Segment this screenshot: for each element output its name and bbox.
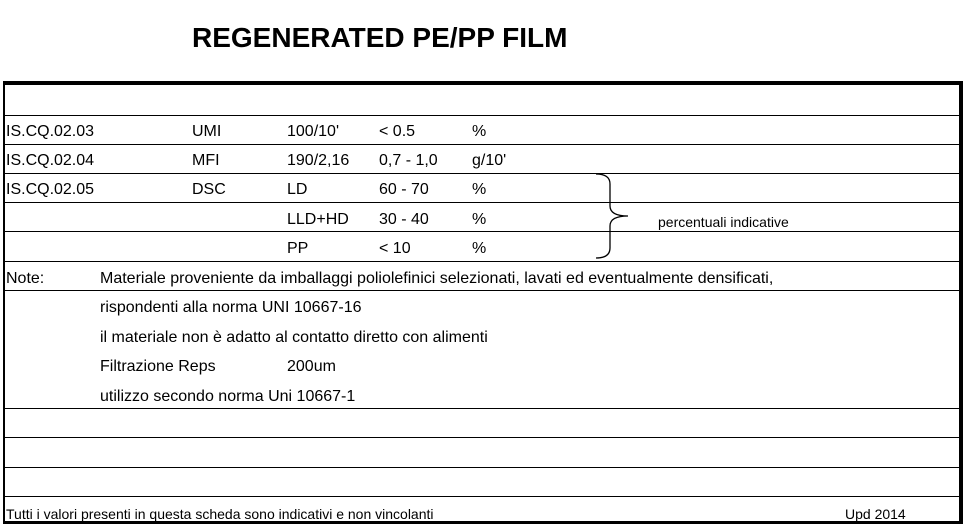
row-divider [3, 467, 963, 468]
notes-line: Materiale proveniente da imballaggi poliolefinici selezionati, lavati ed eventualmente densificati, [100, 270, 774, 287]
test-code: IS.CQ.02.05 [6, 181, 95, 198]
test-name: DSC [192, 181, 226, 198]
footer-update: Upd 2014 [845, 506, 906, 522]
row-divider [3, 290, 963, 291]
row-divider [3, 496, 963, 497]
test-value: 0,7 - 1,0 [379, 152, 438, 169]
test-unit: % [472, 211, 487, 228]
row-divider [3, 408, 963, 409]
test-value: < 0.5 [379, 123, 416, 140]
test-condition: PP [287, 240, 309, 257]
test-name: UMI [192, 123, 222, 140]
test-condition: LD [287, 181, 308, 198]
test-code: IS.CQ.02.03 [6, 123, 95, 140]
row-divider [3, 144, 963, 145]
row-divider [3, 437, 963, 438]
brace-note: percentuali indicative [658, 214, 789, 230]
row-divider [3, 231, 963, 232]
test-condition: 100/10' [287, 123, 339, 140]
notes-label: Note: [6, 270, 45, 287]
test-unit: % [472, 123, 487, 140]
test-code: IS.CQ.02.04 [6, 152, 95, 169]
notes-line: il materiale non è adatto al contatto diretto con alimenti [100, 329, 488, 346]
test-unit: g/10' [472, 152, 507, 169]
curly-brace-icon [594, 172, 634, 260]
row-divider [3, 115, 963, 116]
row-divider [3, 173, 963, 174]
notes-line: rispondenti alla norma UNI 10667-16 [100, 299, 362, 316]
test-unit: % [472, 240, 487, 257]
test-unit: % [472, 181, 487, 198]
notes-line: utilizzo secondo norma Uni 10667-1 [100, 388, 356, 405]
test-condition: LLD+HD [287, 211, 349, 228]
test-value: < 10 [379, 240, 411, 257]
test-value: 60 - 70 [379, 181, 429, 198]
row-divider [3, 202, 963, 203]
test-value: 30 - 40 [379, 211, 429, 228]
row-divider [3, 261, 963, 262]
filtration-label: Filtrazione Reps [100, 358, 216, 375]
footer-disclaimer: Tutti i valori presenti in questa scheda sono indicativi e non vincolanti [6, 506, 434, 522]
test-condition: 190/2,16 [287, 152, 350, 169]
document-title: REGENERATED PE/PP FILM [192, 22, 568, 53]
filtration-value: 200um [287, 358, 336, 375]
test-name: MFI [192, 152, 220, 169]
